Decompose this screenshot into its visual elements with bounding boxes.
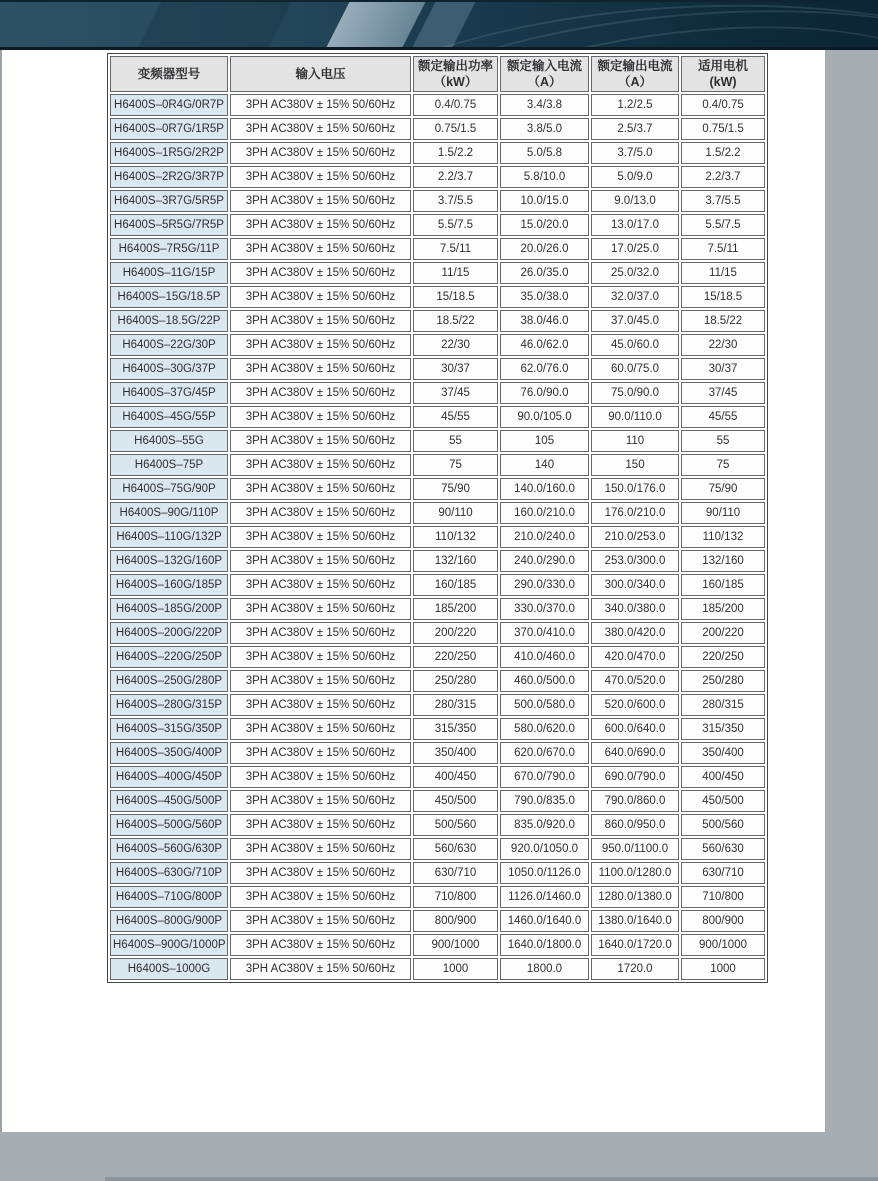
motor-cell: 2.2/3.7 <box>681 166 765 188</box>
input-current-cell: 920.0/1050.0 <box>500 838 589 860</box>
input-current-cell: 790.0/835.0 <box>500 790 589 812</box>
table-row <box>110 238 765 260</box>
model-cell: H6400S–900G/1000P <box>110 934 228 956</box>
output-current-cell: 420.0/470.0 <box>591 646 679 668</box>
motor-cell: 800/900 <box>681 910 765 932</box>
motor-cell: 0.4/0.75 <box>681 94 765 116</box>
input-current-cell: 35.0/38.0 <box>500 286 589 308</box>
model-cell: H6400S–90G/110P <box>110 502 228 524</box>
table-row <box>110 670 765 692</box>
input-voltage-cell: 3PH AC380V ± 15% 50/60Hz <box>230 454 411 476</box>
input-current-cell: 160.0/210.0 <box>500 502 589 524</box>
output-current-cell: 45.0/60.0 <box>591 334 679 356</box>
motor-cell: 315/350 <box>681 718 765 740</box>
motor-cell: 5.5/7.5 <box>681 214 765 236</box>
input-current-cell: 1640.0/1800.0 <box>500 934 589 956</box>
output-power-cell: 315/350 <box>413 718 498 740</box>
col-header-model <box>110 56 228 92</box>
output-current-cell: 860.0/950.0 <box>591 814 679 836</box>
output-current-cell: 1100.0/1280.0 <box>591 862 679 884</box>
output-power-cell: 280/315 <box>413 694 498 716</box>
col-header-unit: （A） <box>617 75 653 89</box>
input-voltage-cell: 3PH AC380V ± 15% 50/60Hz <box>230 790 411 812</box>
motor-cell: 132/160 <box>681 550 765 572</box>
motor-cell: 22/30 <box>681 334 765 356</box>
input-current-cell: 290.0/330.0 <box>500 574 589 596</box>
input-voltage-cell: 3PH AC380V ± 15% 50/60Hz <box>230 646 411 668</box>
output-current-cell: 690.0/790.0 <box>591 766 679 788</box>
input-voltage-cell: 3PH AC380V ± 15% 50/60Hz <box>230 958 411 980</box>
motor-cell: 7.5/11 <box>681 238 765 260</box>
output-current-cell: 1380.0/1640.0 <box>591 910 679 932</box>
output-current-cell: 150 <box>591 454 679 476</box>
model-cell: H6400S–75P <box>110 454 228 476</box>
output-current-cell: 13.0/17.0 <box>591 214 679 236</box>
output-power-cell: 400/450 <box>413 766 498 788</box>
model-cell: H6400S–800G/900P <box>110 910 228 932</box>
input-voltage-cell: 3PH AC380V ± 15% 50/60Hz <box>230 838 411 860</box>
output-current-cell: 600.0/640.0 <box>591 718 679 740</box>
output-power-cell: 450/500 <box>413 790 498 812</box>
output-current-cell: 32.0/37.0 <box>591 286 679 308</box>
motor-cell: 350/400 <box>681 742 765 764</box>
input-voltage-cell: 3PH AC380V ± 15% 50/60Hz <box>230 742 411 764</box>
output-current-cell: 640.0/690.0 <box>591 742 679 764</box>
motor-cell: 220/250 <box>681 646 765 668</box>
input-voltage-cell: 3PH AC380V ± 15% 50/60Hz <box>230 382 411 404</box>
motor-cell: 1000 <box>681 958 765 980</box>
motor-cell: 280/315 <box>681 694 765 716</box>
output-current-cell: 37.0/45.0 <box>591 310 679 332</box>
model-cell: H6400S–0R4G/0R7P <box>110 94 228 116</box>
col-header-label: 变频器型号 <box>137 66 201 81</box>
motor-cell: 18.5/22 <box>681 310 765 332</box>
input-voltage-cell: 3PH AC380V ± 15% 50/60Hz <box>230 550 411 572</box>
motor-cell: 75 <box>681 454 765 476</box>
input-current-cell: 500.0/580.0 <box>500 694 589 716</box>
output-power-cell: 250/280 <box>413 670 498 692</box>
input-current-cell: 330.0/370.0 <box>500 598 589 620</box>
input-current-cell: 26.0/35.0 <box>500 262 589 284</box>
input-voltage-cell: 3PH AC380V ± 15% 50/60Hz <box>230 526 411 548</box>
input-voltage-cell: 3PH AC380V ± 15% 50/60Hz <box>230 934 411 956</box>
table-row <box>110 838 765 860</box>
output-current-cell: 470.0/520.0 <box>591 670 679 692</box>
output-power-cell: 0.75/1.5 <box>413 118 498 140</box>
input-voltage-cell: 3PH AC380V ± 15% 50/60Hz <box>230 430 411 452</box>
output-power-cell: 500/560 <box>413 814 498 836</box>
output-power-cell: 110/132 <box>413 526 498 548</box>
model-cell: H6400S–560G/630P <box>110 838 228 860</box>
output-power-cell: 560/630 <box>413 838 498 860</box>
output-current-cell: 253.0/300.0 <box>591 550 679 572</box>
output-power-cell: 2.2/3.7 <box>413 166 498 188</box>
output-power-cell: 630/710 <box>413 862 498 884</box>
output-power-cell: 160/185 <box>413 574 498 596</box>
output-current-cell: 60.0/75.0 <box>591 358 679 380</box>
input-voltage-cell: 3PH AC380V ± 15% 50/60Hz <box>230 694 411 716</box>
model-cell: H6400S–132G/160P <box>110 550 228 572</box>
col-header-rated-output-power <box>413 56 498 92</box>
output-power-cell: 200/220 <box>413 622 498 644</box>
input-voltage-cell: 3PH AC380V ± 15% 50/60Hz <box>230 574 411 596</box>
table-row <box>110 382 765 404</box>
motor-cell: 630/710 <box>681 862 765 884</box>
model-cell: H6400S–200G/220P <box>110 622 228 644</box>
motor-cell: 110/132 <box>681 526 765 548</box>
input-current-cell: 1800.0 <box>500 958 589 980</box>
output-power-cell: 45/55 <box>413 406 498 428</box>
table-row <box>110 358 765 380</box>
motor-cell: 55 <box>681 430 765 452</box>
output-power-cell: 90/110 <box>413 502 498 524</box>
table-row <box>110 910 765 932</box>
output-current-cell: 2.5/3.7 <box>591 118 679 140</box>
input-voltage-cell: 3PH AC380V ± 15% 50/60Hz <box>230 886 411 908</box>
model-cell: H6400S–22G/30P <box>110 334 228 356</box>
model-cell: H6400S–220G/250P <box>110 646 228 668</box>
input-voltage-cell: 3PH AC380V ± 15% 50/60Hz <box>230 286 411 308</box>
output-current-cell: 110 <box>591 430 679 452</box>
output-current-cell: 9.0/13.0 <box>591 190 679 212</box>
output-current-cell: 210.0/253.0 <box>591 526 679 548</box>
col-header-unit: (kW) <box>709 75 737 89</box>
model-cell: H6400S–75G/90P <box>110 478 228 500</box>
model-cell: H6400S–350G/400P <box>110 742 228 764</box>
motor-cell: 30/37 <box>681 358 765 380</box>
col-header-label: 适用电机 <box>697 58 748 73</box>
input-current-cell: 62.0/76.0 <box>500 358 589 380</box>
output-power-cell: 11/15 <box>413 262 498 284</box>
input-current-cell: 460.0/500.0 <box>500 670 589 692</box>
col-header-input-voltage <box>230 56 411 92</box>
input-current-cell: 105 <box>500 430 589 452</box>
table-row <box>110 334 765 356</box>
table-row <box>110 958 765 980</box>
output-current-cell: 150.0/176.0 <box>591 478 679 500</box>
motor-cell: 560/630 <box>681 838 765 860</box>
table-row <box>110 646 765 668</box>
model-cell: H6400S–400G/450P <box>110 766 228 788</box>
table-row <box>110 934 765 956</box>
model-cell: H6400S–110G/132P <box>110 526 228 548</box>
input-voltage-cell: 3PH AC380V ± 15% 50/60Hz <box>230 622 411 644</box>
next-page-edge <box>105 1177 878 1181</box>
table-row <box>110 526 765 548</box>
output-current-cell: 5.0/9.0 <box>591 166 679 188</box>
output-power-cell: 18.5/22 <box>413 310 498 332</box>
input-voltage-cell: 3PH AC380V ± 15% 50/60Hz <box>230 478 411 500</box>
input-voltage-cell: 3PH AC380V ± 15% 50/60Hz <box>230 190 411 212</box>
table-row <box>110 142 765 164</box>
input-voltage-cell: 3PH AC380V ± 15% 50/60Hz <box>230 718 411 740</box>
motor-cell: 400/450 <box>681 766 765 788</box>
input-current-cell: 3.8/5.0 <box>500 118 589 140</box>
output-power-cell: 30/37 <box>413 358 498 380</box>
motor-cell: 160/185 <box>681 574 765 596</box>
input-voltage-cell: 3PH AC380V ± 15% 50/60Hz <box>230 334 411 356</box>
banner-shade-stripe <box>132 0 297 50</box>
input-current-cell: 240.0/290.0 <box>500 550 589 572</box>
table-row <box>110 214 765 236</box>
output-power-cell: 1.5/2.2 <box>413 142 498 164</box>
input-voltage-cell: 3PH AC380V ± 15% 50/60Hz <box>230 142 411 164</box>
motor-cell: 185/200 <box>681 598 765 620</box>
motor-cell: 3.7/5.5 <box>681 190 765 212</box>
model-cell: H6400S–2R2G/3R7P <box>110 166 228 188</box>
output-current-cell: 90.0/110.0 <box>591 406 679 428</box>
table-row <box>110 286 765 308</box>
input-voltage-cell: 3PH AC380V ± 15% 50/60Hz <box>230 910 411 932</box>
model-cell: H6400S–315G/350P <box>110 718 228 740</box>
model-cell: H6400S–710G/800P <box>110 886 228 908</box>
input-voltage-cell: 3PH AC380V ± 15% 50/60Hz <box>230 502 411 524</box>
motor-cell: 200/220 <box>681 622 765 644</box>
output-current-cell: 75.0/90.0 <box>591 382 679 404</box>
input-current-cell: 3.4/3.8 <box>500 94 589 116</box>
output-power-cell: 1000 <box>413 958 498 980</box>
output-power-cell: 0.4/0.75 <box>413 94 498 116</box>
motor-cell: 900/1000 <box>681 934 765 956</box>
motor-cell: 0.75/1.5 <box>681 118 765 140</box>
output-current-cell: 1640.0/1720.0 <box>591 934 679 956</box>
input-current-cell: 90.0/105.0 <box>500 406 589 428</box>
output-power-cell: 3.7/5.5 <box>413 190 498 212</box>
input-current-cell: 140.0/160.0 <box>500 478 589 500</box>
table-row <box>110 550 765 572</box>
output-current-cell: 176.0/210.0 <box>591 502 679 524</box>
col-header-label: 额定输出电流 <box>597 58 673 73</box>
input-current-cell: 210.0/240.0 <box>500 526 589 548</box>
output-current-cell: 380.0/420.0 <box>591 622 679 644</box>
motor-cell: 11/15 <box>681 262 765 284</box>
model-cell: H6400S–185G/200P <box>110 598 228 620</box>
output-current-cell: 520.0/600.0 <box>591 694 679 716</box>
spec-table-body <box>110 94 765 980</box>
model-cell: H6400S–7R5G/11P <box>110 238 228 260</box>
table-row <box>110 478 765 500</box>
motor-cell: 90/110 <box>681 502 765 524</box>
output-power-cell: 800/900 <box>413 910 498 932</box>
input-current-cell: 140 <box>500 454 589 476</box>
output-power-cell: 7.5/11 <box>413 238 498 260</box>
table-row <box>110 118 765 140</box>
input-voltage-cell: 3PH AC380V ± 15% 50/60Hz <box>230 262 411 284</box>
motor-cell: 710/800 <box>681 886 765 908</box>
output-power-cell: 710/800 <box>413 886 498 908</box>
table-row <box>110 454 765 476</box>
motor-cell: 250/280 <box>681 670 765 692</box>
table-row <box>110 622 765 644</box>
col-header-label: 额定输出功率 <box>417 58 493 73</box>
input-current-cell: 10.0/15.0 <box>500 190 589 212</box>
table-row <box>110 718 765 740</box>
input-voltage-cell: 3PH AC380V ± 15% 50/60Hz <box>230 406 411 428</box>
motor-cell: 1.5/2.2 <box>681 142 765 164</box>
inverter-spec-table <box>107 53 768 983</box>
input-current-cell: 410.0/460.0 <box>500 646 589 668</box>
motor-cell: 450/500 <box>681 790 765 812</box>
input-voltage-cell: 3PH AC380V ± 15% 50/60Hz <box>230 862 411 884</box>
input-current-cell: 38.0/46.0 <box>500 310 589 332</box>
input-current-cell: 20.0/26.0 <box>500 238 589 260</box>
model-cell: H6400S–30G/37P <box>110 358 228 380</box>
output-power-cell: 75/90 <box>413 478 498 500</box>
output-power-cell: 220/250 <box>413 646 498 668</box>
output-power-cell: 37/45 <box>413 382 498 404</box>
input-current-cell: 670.0/790.0 <box>500 766 589 788</box>
motor-cell: 45/55 <box>681 406 765 428</box>
table-row <box>110 310 765 332</box>
model-cell: H6400S–250G/280P <box>110 670 228 692</box>
output-current-cell: 1.2/2.5 <box>591 94 679 116</box>
model-cell: H6400S–450G/500P <box>110 790 228 812</box>
model-cell: H6400S–0R7G/1R5P <box>110 118 228 140</box>
table-row <box>110 94 765 116</box>
table-row <box>110 262 765 284</box>
input-voltage-cell: 3PH AC380V ± 15% 50/60Hz <box>230 310 411 332</box>
model-cell: H6400S–3R7G/5R5P <box>110 190 228 212</box>
table-row <box>110 790 765 812</box>
input-voltage-cell: 3PH AC380V ± 15% 50/60Hz <box>230 358 411 380</box>
model-cell: H6400S–500G/560P <box>110 814 228 836</box>
output-current-cell: 950.0/1100.0 <box>591 838 679 860</box>
table-row <box>110 598 765 620</box>
model-cell: H6400S–1R5G/2R2P <box>110 142 228 164</box>
col-header-label: 额定输入电流 <box>506 58 582 73</box>
table-row <box>110 430 765 452</box>
input-current-cell: 580.0/620.0 <box>500 718 589 740</box>
model-cell: H6400S–5R5G/7R5P <box>110 214 228 236</box>
model-cell: H6400S–11G/15P <box>110 262 228 284</box>
input-voltage-cell: 3PH AC380V ± 15% 50/60Hz <box>230 670 411 692</box>
motor-cell: 75/90 <box>681 478 765 500</box>
model-cell: H6400S–18.5G/22P <box>110 310 228 332</box>
output-current-cell: 300.0/340.0 <box>591 574 679 596</box>
table-row <box>110 406 765 428</box>
table-row <box>110 574 765 596</box>
output-power-cell: 75 <box>413 454 498 476</box>
input-current-cell: 370.0/410.0 <box>500 622 589 644</box>
output-current-cell: 3.7/5.0 <box>591 142 679 164</box>
input-voltage-cell: 3PH AC380V ± 15% 50/60Hz <box>230 94 411 116</box>
output-power-cell: 350/400 <box>413 742 498 764</box>
table-header-row <box>110 56 765 92</box>
input-current-cell: 1050.0/1126.0 <box>500 862 589 884</box>
input-current-cell: 5.0/5.8 <box>500 142 589 164</box>
input-current-cell: 835.0/920.0 <box>500 814 589 836</box>
model-cell: H6400S–45G/55P <box>110 406 228 428</box>
input-voltage-cell: 3PH AC380V ± 15% 50/60Hz <box>230 166 411 188</box>
table-row <box>110 814 765 836</box>
input-current-cell: 1126.0/1460.0 <box>500 886 589 908</box>
table-row <box>110 862 765 884</box>
model-cell: H6400S–160G/185P <box>110 574 228 596</box>
input-current-cell: 46.0/62.0 <box>500 334 589 356</box>
output-power-cell: 55 <box>413 430 498 452</box>
input-current-cell: 15.0/20.0 <box>500 214 589 236</box>
output-current-cell: 340.0/380.0 <box>591 598 679 620</box>
col-header-rated-input-current <box>500 56 589 92</box>
table-row <box>110 694 765 716</box>
table-row <box>110 886 765 908</box>
input-voltage-cell: 3PH AC380V ± 15% 50/60Hz <box>230 118 411 140</box>
table-row <box>110 166 765 188</box>
input-voltage-cell: 3PH AC380V ± 15% 50/60Hz <box>230 238 411 260</box>
input-voltage-cell: 3PH AC380V ± 15% 50/60Hz <box>230 598 411 620</box>
output-current-cell: 790.0/860.0 <box>591 790 679 812</box>
input-current-cell: 1460.0/1640.0 <box>500 910 589 932</box>
output-current-cell: 25.0/32.0 <box>591 262 679 284</box>
page-left-edge <box>0 50 2 1132</box>
col-header-unit: （A） <box>527 75 562 89</box>
output-power-cell: 22/30 <box>413 334 498 356</box>
output-power-cell: 5.5/7.5 <box>413 214 498 236</box>
model-cell: H6400S–1000G <box>110 958 228 980</box>
output-current-cell: 1280.0/1380.0 <box>591 886 679 908</box>
output-power-cell: 185/200 <box>413 598 498 620</box>
table-row <box>110 502 765 524</box>
col-header-rated-output-current <box>591 56 679 92</box>
model-cell: H6400S–55G <box>110 430 228 452</box>
motor-cell: 500/560 <box>681 814 765 836</box>
model-cell: H6400S–280G/315P <box>110 694 228 716</box>
model-cell: H6400S–15G/18.5P <box>110 286 228 308</box>
input-current-cell: 76.0/90.0 <box>500 382 589 404</box>
output-power-cell: 132/160 <box>413 550 498 572</box>
col-header-label: 输入电压 <box>295 66 346 81</box>
input-voltage-cell: 3PH AC380V ± 15% 50/60Hz <box>230 814 411 836</box>
model-cell: H6400S–37G/45P <box>110 382 228 404</box>
col-header-applicable-motor <box>681 56 765 92</box>
model-cell: H6400S–630G/710P <box>110 862 228 884</box>
input-current-cell: 620.0/670.0 <box>500 742 589 764</box>
motor-cell: 37/45 <box>681 382 765 404</box>
output-current-cell: 1720.0 <box>591 958 679 980</box>
input-current-cell: 5.8/10.0 <box>500 166 589 188</box>
output-current-cell: 17.0/25.0 <box>591 238 679 260</box>
output-power-cell: 15/18.5 <box>413 286 498 308</box>
col-header-unit: （kW） <box>433 75 478 89</box>
table-row <box>110 190 765 212</box>
table-row <box>110 742 765 764</box>
input-voltage-cell: 3PH AC380V ± 15% 50/60Hz <box>230 214 411 236</box>
output-power-cell: 900/1000 <box>413 934 498 956</box>
table-row <box>110 766 765 788</box>
top-banner <box>0 0 878 50</box>
input-voltage-cell: 3PH AC380V ± 15% 50/60Hz <box>230 766 411 788</box>
motor-cell: 15/18.5 <box>681 286 765 308</box>
